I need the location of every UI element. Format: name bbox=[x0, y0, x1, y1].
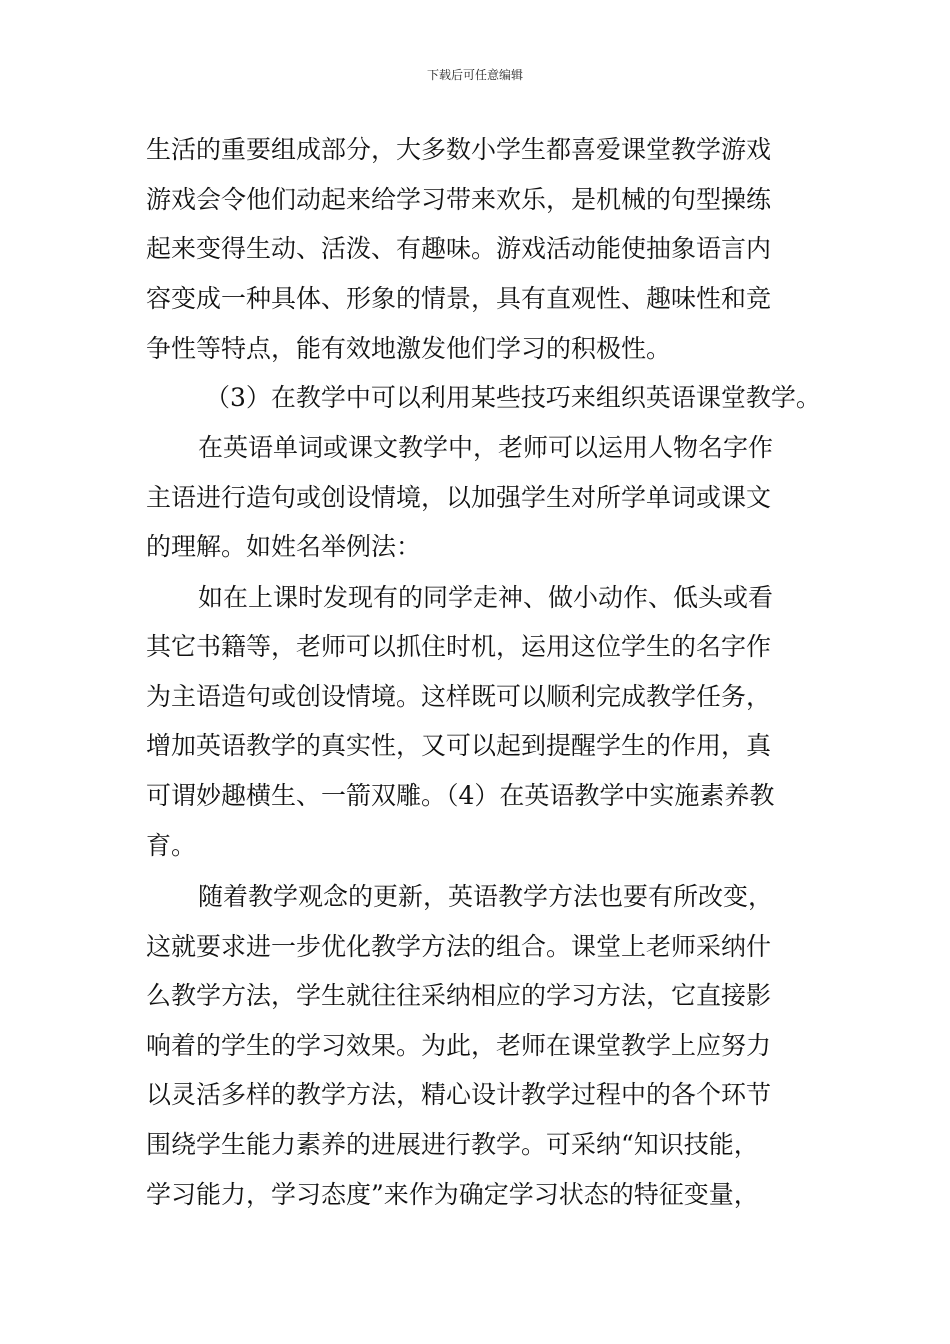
body-line-18: 么教学方法，学生就往往采纳相应的学习方法，它直接影 bbox=[146, 981, 772, 1010]
page-header: 下载后可任意编辑 bbox=[426, 68, 523, 82]
body-line-2: 游戏会令他们动起来给学习带来欢乐，是机械的句型操练 bbox=[146, 185, 772, 214]
body-line-20: 以灵活多样的教学方法，精心设计教学过程中的各个环节 bbox=[146, 1080, 772, 1109]
body-line-22: 学习能力，学习态度”来作为确定学习状态的特征变量， bbox=[146, 1180, 759, 1209]
body-line-11: 其它书籍等，老师可以抓住时机，运用这位学生的名字作 bbox=[146, 632, 772, 661]
body-line-6: （3）在教学中可以利用某些技巧来组织英语课堂教学。 bbox=[205, 383, 821, 412]
body-line-13: 增加英语教学的真实性，又可以起到提醒学生的作用，真 bbox=[146, 731, 772, 760]
body-line-1: 生活的重要组成部分，大多数小学生都喜爱课堂教学游戏 bbox=[146, 135, 772, 164]
body-line-19: 响着的学生的学习效果。为此，老师在课堂教学上应努力 bbox=[146, 1031, 772, 1060]
body-line-8: 主语进行造句或创设情境，以加强学生对所学单词或课文 bbox=[146, 483, 772, 512]
body-line-14: 可谓妙趣横生、一箭双雕。（4）在英语教学中实施素养教 bbox=[146, 781, 775, 810]
body-line-9: 的理解。如姓名举例法： bbox=[146, 532, 422, 561]
body-line-17: 这就要求进一步优化教学方法的组合。课堂上老师采纳什 bbox=[146, 932, 772, 961]
body-line-7: 在英语单词或课文教学中，老师可以运用人物名字作 bbox=[198, 433, 774, 462]
body-line-12: 为主语造句或创设情境。这样既可以顺利完成教学任务， bbox=[146, 682, 772, 711]
body-line-16: 随着教学观念的更新，英语教学方法也要有所改变， bbox=[198, 882, 774, 911]
body-line-10: 如在上课时发现有的同学走神、做小动作、低头或看 bbox=[198, 583, 774, 612]
body-line-15: 育。 bbox=[146, 831, 197, 860]
body-line-3: 起来变得生动、活泼、有趣味。游戏活动能使抽象语言内 bbox=[146, 234, 772, 263]
body-line-4: 容变成一种具体、形象的情景，具有直观性、趣味性和竞 bbox=[146, 284, 772, 313]
body-line-5: 争性等特点，能有效地激发他们学习的积极性。 bbox=[146, 334, 672, 363]
body-line-21: 围绕学生能力素养的进展进行教学。可采纳“知识技能， bbox=[146, 1130, 759, 1159]
